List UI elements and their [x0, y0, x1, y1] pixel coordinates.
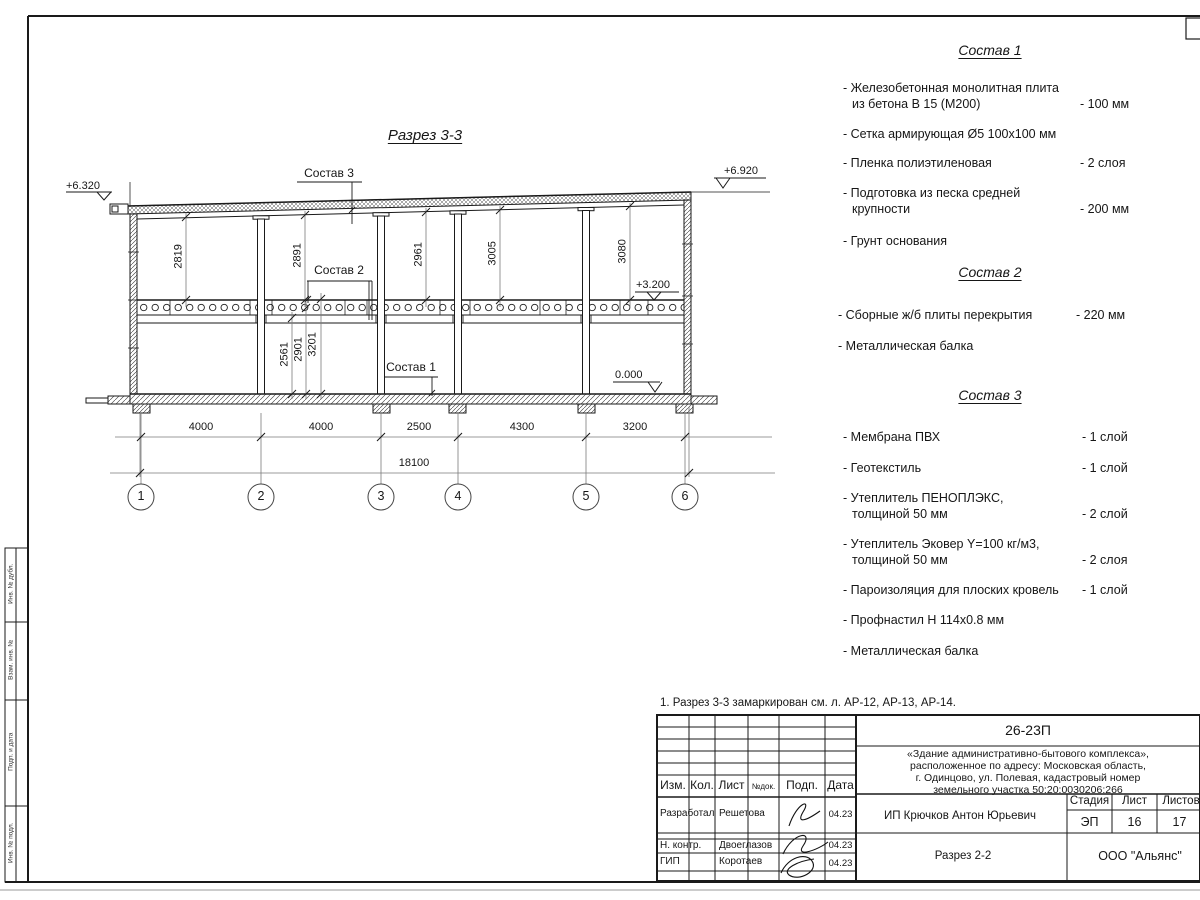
- tb-name: Коротаев: [719, 856, 763, 867]
- list-item: - Мембрана ПВХ: [843, 430, 941, 444]
- span-dim: 2500: [406, 421, 432, 433]
- list-item: толщиной 50 мм: [852, 507, 948, 521]
- list-item-value: - 1 слой: [1082, 461, 1128, 475]
- leader-label-sostav3: Состав 3: [304, 166, 354, 180]
- height-dim: 2819: [172, 244, 185, 269]
- list-item: - Утеплитель ПЕНОПЛЭКС,: [843, 491, 1004, 505]
- span-dim: 3200: [622, 421, 648, 433]
- list-item: - Профнастил Н 114х0.8 мм: [843, 613, 1005, 627]
- tb-role: Разработал: [660, 808, 715, 819]
- height-dim: 2961: [412, 242, 425, 267]
- list-item: - Пленка полиэтиленовая: [843, 156, 992, 170]
- list-item: - Железобетонная монолитная плита: [843, 81, 1059, 95]
- tb-sheets-label: Листов: [1162, 795, 1200, 807]
- sheet-note: 1. Разрез 3-3 замаркирован см. л. АР-12, АР-13, АР-14.: [660, 697, 956, 709]
- signatures: [781, 804, 828, 877]
- list-item: толщиной 50 мм: [852, 553, 948, 567]
- side-stamp-label: Инв. № подл.: [7, 822, 15, 863]
- span-dim: 4300: [509, 421, 535, 433]
- leader-label-sostav2: Состав 2: [314, 263, 364, 277]
- list-item: - Металлическая балка: [843, 644, 979, 658]
- tb-col-podp: Подп.: [786, 778, 818, 792]
- tb-project-line: г. Одинцово, ул. Полевая, кадастровый номер: [915, 772, 1141, 784]
- tb-client: ИП Крючков Антон Юрьевич: [883, 810, 1037, 822]
- tb-col-kol: Кол.: [690, 778, 714, 792]
- list-item: - Утеплитель Эковер Y=100 кг/м3,: [843, 537, 1040, 551]
- elevation-mark-top-right: +6.920: [724, 165, 758, 177]
- axis-label: 1: [137, 489, 145, 503]
- list-item: - Сборные ж/б плиты перекрытия: [838, 308, 1033, 322]
- list-item: - Металлическая балка: [838, 339, 974, 353]
- elevation-mark-top-left: +6.320: [66, 180, 100, 192]
- height-dim: 2891: [291, 243, 304, 268]
- tb-date: 04.23: [828, 858, 853, 869]
- tb-date: 04.23: [828, 840, 853, 851]
- elevation-mark-zero: 0.000: [615, 369, 643, 381]
- tb-name: Решетова: [719, 808, 765, 819]
- list-item: - Пароизоляция для плоских кровель: [843, 583, 1059, 597]
- axis-label: 2: [257, 489, 265, 503]
- side-stamp-label: Подп. и дата: [7, 732, 15, 771]
- floor-slab: [137, 300, 684, 323]
- tb-role: ГИП: [660, 856, 680, 867]
- elevation-mark-floor2: +3.200: [636, 279, 670, 291]
- composition-1-title: Состав 1: [958, 42, 1022, 58]
- height-dim: 2561: [278, 342, 291, 367]
- axis-label: 6: [681, 489, 689, 503]
- list-item: крупности: [852, 202, 911, 216]
- list-item-value: - 220 мм: [1076, 308, 1126, 322]
- tb-col-list: Лист: [718, 778, 745, 792]
- list-item: из бетона В 15 (М200): [852, 97, 981, 111]
- list-item-value: - 1 слой: [1082, 583, 1128, 597]
- tb-name: Двоеглазов: [719, 840, 773, 851]
- tb-date: 04.23: [828, 809, 853, 820]
- list-item: - Грунт основания: [843, 234, 948, 248]
- tb-sheet-no: 16: [1127, 815, 1142, 829]
- side-stamp-label: Инв. № дубл.: [7, 563, 15, 604]
- list-item-value: - 2 слоя: [1080, 156, 1126, 170]
- side-stamp-label: Взам. инв. №: [7, 639, 15, 680]
- total-dim: 18100: [398, 457, 430, 469]
- tb-col-data: Дата: [827, 778, 854, 792]
- list-item: - Сетка армирующая Ø5 100х100 мм: [843, 127, 1057, 141]
- composition-2-title: Состав 2: [958, 264, 1022, 280]
- tb-company: ООО "Альянс": [1098, 849, 1182, 863]
- height-dim: 3201: [306, 332, 319, 357]
- tb-role: Н. контр.: [660, 840, 702, 851]
- tb-stage: ЭП: [1080, 815, 1099, 829]
- tb-col-ndok: №док.: [751, 782, 776, 791]
- axis-label: 3: [377, 489, 385, 503]
- leader-label-sostav1: Состав 1: [386, 360, 436, 374]
- tb-drawing-name: Разрез 2-2: [934, 850, 992, 862]
- list-item-value: - 2 слой: [1082, 507, 1128, 521]
- tb-sheets-total: 17: [1172, 815, 1187, 829]
- tb-sheet-label: Лист: [1122, 795, 1147, 807]
- list-item: - Подготовка из песка средней: [843, 186, 1021, 200]
- drawing-title: Разрез 3-3: [387, 127, 463, 144]
- axis-label: 5: [582, 489, 590, 503]
- tb-stage-label: Стадия: [1069, 795, 1110, 807]
- tb-col-izm: Изм.: [660, 778, 686, 792]
- height-dim: 2901: [292, 337, 305, 362]
- list-item: - Геотекстиль: [843, 461, 922, 475]
- span-dim: 4000: [188, 421, 214, 433]
- list-item-value: - 100 мм: [1080, 97, 1130, 111]
- ground-slab: [86, 394, 717, 413]
- list-item-value: - 200 мм: [1080, 202, 1130, 216]
- height-dim: 3080: [616, 239, 629, 264]
- list-item-value: - 2 слоя: [1082, 553, 1128, 567]
- tb-project-line: расположенное по адресу: Московская область,: [910, 760, 1146, 772]
- span-dim: 4000: [308, 421, 334, 433]
- list-item-value: - 1 слой: [1082, 430, 1128, 444]
- composition-3-title: Состав 3: [958, 387, 1022, 403]
- axis-label: 4: [454, 489, 462, 503]
- tb-project-line: земельного участка 50:20:0030206:266: [933, 784, 1123, 796]
- tb-project-line: «Здание административно-бытового комплекса»,: [907, 748, 1149, 760]
- height-dim: 3005: [486, 241, 499, 266]
- roof: [110, 182, 691, 219]
- tb-doc-number: 26-23П: [1005, 722, 1051, 738]
